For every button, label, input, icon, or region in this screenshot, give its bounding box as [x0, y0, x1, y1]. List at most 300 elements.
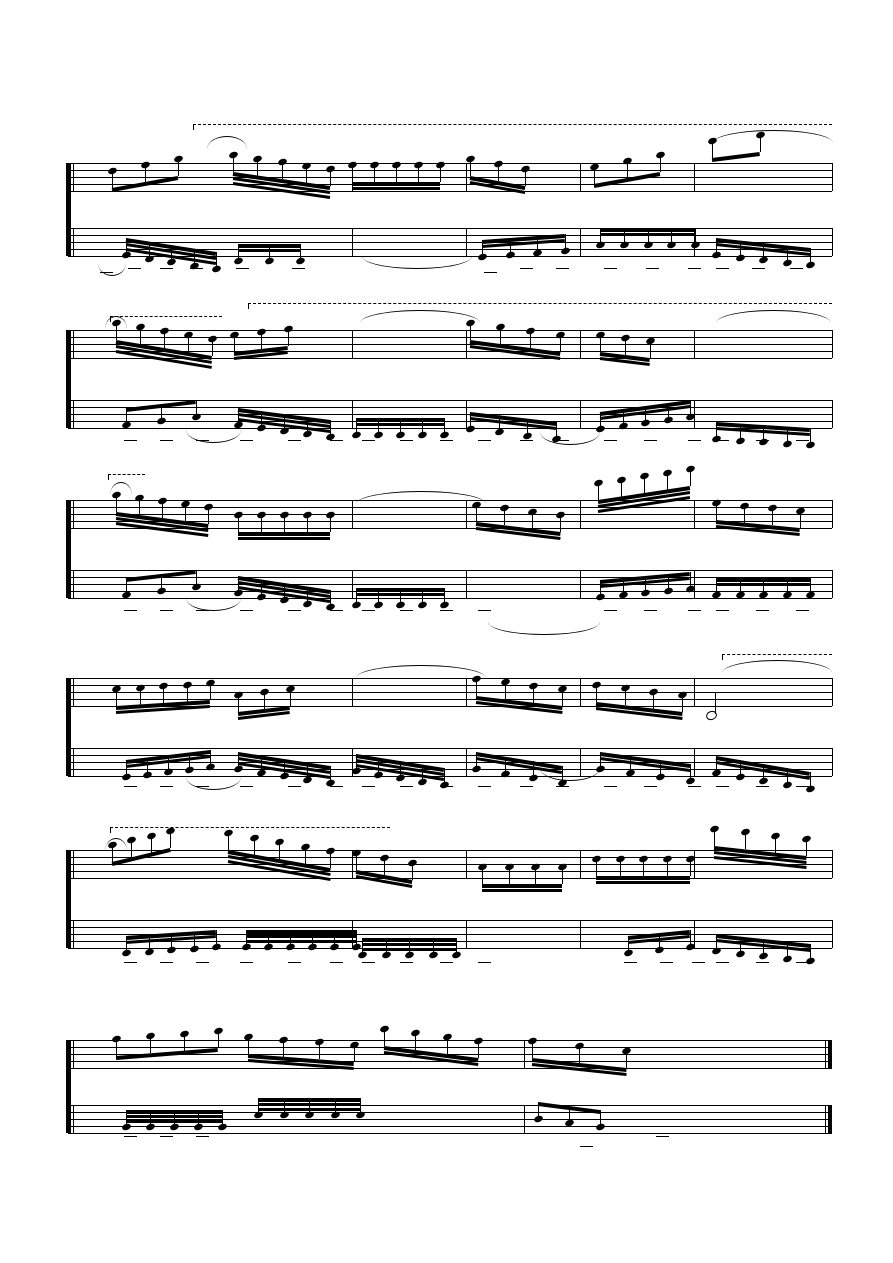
notehead	[169, 1123, 180, 1132]
ledger-line	[288, 786, 301, 787]
notehead	[302, 430, 313, 439]
beam	[238, 537, 330, 540]
notehead	[527, 1037, 538, 1046]
slur	[722, 660, 832, 673]
ledger-line	[362, 786, 375, 787]
staff-treble-5-line	[68, 878, 832, 879]
system-left-thinline	[73, 330, 74, 358]
ledger-line	[124, 786, 137, 787]
staff-treble-2-line	[68, 344, 832, 345]
ledger-line	[756, 962, 769, 963]
barline-system-end	[832, 748, 833, 776]
notehead	[622, 157, 633, 166]
barline	[694, 500, 695, 528]
staff-treble-3-line	[68, 514, 832, 515]
notehead	[595, 425, 606, 434]
ledger-line	[124, 610, 137, 611]
notehead	[213, 1027, 224, 1036]
notehead	[211, 265, 222, 274]
ledger-line	[190, 268, 203, 269]
ledger-line	[400, 440, 413, 441]
barline-system-end	[832, 850, 833, 878]
notehead	[121, 251, 132, 260]
system-left-thinline	[73, 1105, 74, 1133]
barline	[352, 570, 353, 598]
system-left-thinline	[73, 163, 74, 191]
ledger-line	[100, 272, 113, 273]
ledger-line	[688, 440, 701, 441]
notehead	[223, 829, 234, 838]
notehead	[277, 158, 288, 167]
slur	[207, 136, 247, 149]
notehead	[801, 835, 812, 844]
final-barline-thin	[825, 1040, 826, 1068]
barline	[694, 850, 695, 878]
notehead	[307, 943, 318, 952]
system-left-thinline	[73, 920, 74, 948]
ledger-line	[124, 440, 137, 441]
system-left-bar	[66, 500, 71, 598]
notehead	[279, 511, 290, 520]
ledger-line	[400, 962, 413, 963]
ledger-line	[330, 786, 343, 787]
beam	[712, 152, 760, 162]
notehead	[639, 472, 650, 481]
barline	[694, 163, 695, 191]
barline	[466, 163, 467, 191]
notehead	[279, 772, 290, 781]
notehead	[758, 952, 769, 961]
octave-line-hook	[248, 303, 249, 309]
notehead	[166, 946, 177, 955]
staff-bass-1-line	[68, 228, 832, 229]
notehead	[325, 847, 336, 856]
beam	[246, 930, 356, 934]
barline	[466, 678, 467, 706]
notehead	[782, 439, 793, 448]
notehead	[707, 137, 718, 146]
beam	[482, 884, 562, 888]
slur	[186, 777, 241, 790]
ledger-line	[440, 610, 453, 611]
notehead	[655, 151, 666, 160]
octave-line-hook	[193, 124, 194, 130]
notehead	[249, 833, 260, 842]
barline	[352, 400, 353, 428]
notehead	[451, 951, 462, 960]
ledger-line	[752, 268, 765, 269]
notehead	[285, 943, 296, 952]
notehead	[146, 831, 157, 840]
ledger-line	[796, 440, 809, 441]
notehead	[193, 1123, 204, 1132]
ledger-line	[644, 786, 657, 787]
notehead	[662, 855, 673, 864]
notehead	[591, 681, 602, 690]
notehead	[283, 325, 294, 334]
ledger-line	[716, 268, 729, 269]
notehead	[379, 854, 390, 863]
staff-bass-6-line	[68, 1126, 832, 1127]
barline	[580, 400, 581, 428]
notehead	[369, 161, 380, 170]
ledger-line	[288, 440, 301, 441]
slur	[186, 598, 241, 611]
notehead	[349, 1041, 360, 1050]
octave-dashed-line	[193, 124, 832, 125]
staff-bass-1-line	[68, 235, 832, 236]
notehead	[574, 1042, 585, 1051]
notehead	[663, 416, 674, 425]
notehead	[357, 951, 368, 960]
slur	[362, 256, 472, 269]
ledger-line	[644, 610, 657, 611]
notehead	[523, 431, 534, 440]
ledger-line	[478, 786, 491, 787]
barline	[466, 330, 467, 358]
staff-bass-2-line	[68, 407, 832, 408]
staff-treble-1-line	[68, 163, 832, 164]
ledger-line	[796, 962, 809, 963]
ledger-line	[240, 962, 253, 963]
barline	[352, 678, 353, 706]
notehead	[159, 327, 170, 336]
system-left-thinline	[73, 500, 74, 528]
notehead	[739, 501, 750, 510]
staff-treble-6-line	[68, 1040, 832, 1041]
slur	[713, 130, 833, 143]
notehead	[520, 165, 531, 174]
system-left-bar	[66, 850, 71, 948]
notehead	[259, 688, 270, 697]
ledger-line	[688, 610, 701, 611]
ledger-line	[756, 440, 769, 441]
notehead	[373, 770, 384, 779]
notehead	[439, 601, 450, 610]
notehead	[407, 859, 418, 868]
notehead	[473, 1037, 484, 1046]
notehead	[709, 825, 720, 834]
ledger-line	[362, 610, 375, 611]
ledger-line	[288, 610, 301, 611]
system-left-thinline	[73, 400, 74, 428]
notehead	[711, 251, 722, 260]
ledger-line	[520, 268, 533, 269]
notehead	[189, 944, 200, 953]
notehead	[233, 257, 244, 266]
notehead	[640, 589, 651, 598]
slur	[98, 263, 126, 276]
ledger-line	[646, 268, 659, 269]
notehead	[145, 1123, 156, 1132]
notehead	[228, 151, 239, 160]
notehead	[685, 777, 696, 786]
ledger-line	[196, 610, 209, 611]
notehead	[439, 781, 450, 790]
notehead	[494, 428, 505, 437]
staff-bass-6-line	[68, 1105, 832, 1106]
notehead	[782, 954, 793, 963]
ledger-line	[520, 786, 533, 787]
ledger-line	[716, 610, 729, 611]
barline	[466, 228, 467, 256]
ledger-line	[604, 440, 617, 441]
barline	[466, 570, 467, 598]
slur	[186, 430, 241, 443]
notehead	[593, 479, 604, 488]
system-left-thinline	[73, 570, 74, 598]
ledger-line	[478, 610, 491, 611]
staff-treble-4-line	[68, 678, 832, 679]
beam	[246, 940, 356, 943]
notehead	[782, 258, 793, 267]
notehead	[184, 765, 195, 774]
beam	[596, 881, 690, 884]
notehead	[233, 589, 244, 598]
barline	[466, 920, 467, 948]
notehead	[121, 773, 132, 782]
notehead	[279, 596, 290, 605]
system-left-thinline	[73, 850, 74, 878]
notehead	[241, 943, 252, 952]
ledger-line	[440, 440, 453, 441]
ledger-line	[656, 1136, 669, 1137]
octave-dashed-line	[108, 474, 145, 475]
final-barline-thick	[828, 1040, 832, 1068]
ledger-line	[330, 962, 343, 963]
notehead	[256, 328, 267, 337]
ledger-line	[240, 786, 253, 787]
notehead	[649, 687, 660, 696]
notehead	[417, 777, 428, 786]
notehead	[279, 1035, 290, 1044]
ledger-line	[440, 786, 453, 787]
octave-line-hook	[722, 654, 723, 660]
ledger-line	[196, 786, 209, 787]
system-left-bar	[66, 330, 71, 428]
notehead	[325, 511, 336, 520]
notehead-open	[705, 709, 718, 721]
barline-system-end	[832, 163, 833, 191]
notehead	[302, 511, 313, 520]
notehead	[805, 957, 816, 966]
notehead	[156, 417, 167, 426]
staff-bass-3-line	[68, 598, 832, 599]
staff-treble-2-line	[68, 330, 832, 331]
notehead	[395, 774, 406, 783]
ledger-line	[240, 440, 253, 441]
notehead	[205, 763, 216, 772]
staff-treble-1-line	[68, 191, 832, 192]
notehead	[758, 777, 769, 786]
ledger-line	[330, 610, 343, 611]
notehead	[411, 1029, 422, 1038]
notehead	[295, 257, 306, 266]
notehead	[428, 951, 439, 960]
staff-treble-2-line	[68, 337, 832, 338]
staff-treble-4-line	[68, 699, 832, 700]
staff-treble-6-line	[68, 1047, 832, 1048]
notehead	[182, 680, 193, 689]
ledger-line	[660, 962, 673, 963]
ledger-line	[796, 786, 809, 787]
notehead	[640, 419, 651, 428]
notehead	[655, 773, 666, 782]
note-stem	[715, 693, 716, 714]
notehead	[615, 855, 626, 864]
ledger-line	[196, 962, 209, 963]
ledger-line	[288, 962, 301, 963]
notehead	[413, 161, 424, 170]
barline	[466, 748, 467, 776]
barline	[352, 500, 353, 528]
beam	[352, 182, 440, 186]
notehead	[782, 781, 793, 790]
staff-bass-5-line	[68, 927, 832, 928]
notehead	[685, 943, 696, 952]
notehead	[711, 435, 722, 444]
barline	[352, 228, 353, 256]
barline	[580, 163, 581, 191]
barline	[694, 330, 695, 358]
ledger-line	[362, 962, 375, 963]
notehead	[618, 422, 629, 431]
notehead	[121, 1123, 132, 1132]
notehead	[595, 765, 606, 774]
notehead	[256, 424, 267, 433]
ledger-line	[756, 786, 769, 787]
staff-treble-5-line	[68, 864, 832, 865]
notehead	[529, 774, 540, 783]
notehead	[256, 511, 267, 520]
notehead	[274, 838, 285, 847]
slur	[360, 310, 480, 323]
notehead	[134, 494, 145, 503]
notehead	[404, 951, 415, 960]
notehead	[525, 327, 536, 336]
notehead	[735, 773, 746, 782]
notehead	[591, 855, 602, 864]
notehead	[211, 943, 222, 952]
ledger-line	[160, 440, 173, 441]
barline	[580, 330, 581, 358]
notehead	[758, 438, 769, 447]
ledger-line	[716, 962, 729, 963]
notehead	[560, 247, 571, 256]
ledger-line	[604, 786, 617, 787]
ledger-line	[160, 786, 173, 787]
notehead	[662, 468, 673, 477]
ledger-line	[400, 786, 413, 787]
slur	[356, 491, 486, 504]
system-left-thinline	[73, 748, 74, 776]
barline	[466, 400, 467, 428]
barline-system-end	[832, 400, 833, 428]
ledger-line	[688, 786, 701, 787]
ledger-line	[124, 1136, 137, 1137]
notehead	[417, 601, 428, 610]
staff-bass-5-line	[68, 920, 832, 921]
notehead	[183, 331, 194, 340]
ledger-line	[236, 268, 249, 269]
notehead	[203, 503, 214, 512]
octave-dashed-line	[110, 827, 390, 828]
octave-line-hook	[110, 827, 111, 833]
notehead	[140, 161, 151, 170]
barline	[694, 678, 695, 706]
ledger-line	[484, 272, 497, 273]
notehead	[207, 335, 218, 344]
notehead	[477, 253, 488, 262]
system-left-thinline	[73, 678, 74, 706]
staff-treble-4-line	[68, 692, 832, 693]
notehead	[805, 261, 816, 270]
barline-system-end	[832, 570, 833, 598]
notehead	[217, 1123, 228, 1132]
octave-dashed-line	[722, 654, 832, 655]
notehead	[555, 331, 566, 340]
beam	[482, 889, 562, 892]
barline	[352, 330, 353, 358]
ledger-line	[556, 440, 569, 441]
notehead	[325, 165, 336, 174]
notehead	[435, 161, 446, 170]
final-barline-thick	[828, 1105, 832, 1133]
final-barline-thin	[825, 1105, 826, 1133]
barline	[694, 748, 695, 776]
notehead	[351, 431, 362, 440]
system-left-bar	[66, 163, 71, 256]
notehead	[735, 436, 746, 445]
notehead	[263, 943, 274, 952]
barline	[524, 1105, 525, 1133]
notehead	[505, 251, 516, 260]
notehead	[395, 601, 406, 610]
ledger-line	[716, 786, 729, 787]
notehead	[529, 681, 540, 690]
octave-dashed-line	[248, 303, 832, 304]
barline-system-end	[832, 330, 833, 358]
barline	[580, 850, 581, 878]
notehead	[638, 855, 649, 864]
barline	[580, 920, 581, 948]
barline-system-end	[832, 228, 833, 256]
beam	[596, 876, 690, 880]
staff-bass-2-line	[68, 414, 832, 415]
ledger-line	[362, 440, 375, 441]
staff-treble-6-line	[68, 1068, 832, 1069]
ledger-line	[604, 610, 617, 611]
barline-system-end	[832, 678, 833, 706]
ledger-line	[330, 440, 343, 441]
notehead	[142, 770, 153, 779]
slur	[716, 310, 831, 323]
slur	[356, 665, 486, 678]
notehead	[157, 497, 168, 506]
notehead	[233, 765, 244, 774]
notehead	[654, 946, 665, 955]
barline-system-end	[832, 920, 833, 948]
ledger-line	[292, 268, 305, 269]
staff-treble-1-line	[68, 184, 832, 185]
barline	[466, 850, 467, 878]
notehead	[252, 154, 263, 163]
beam	[246, 935, 356, 938]
slur	[488, 622, 600, 635]
barline	[694, 570, 695, 598]
barline	[580, 500, 581, 528]
notehead	[264, 257, 275, 266]
